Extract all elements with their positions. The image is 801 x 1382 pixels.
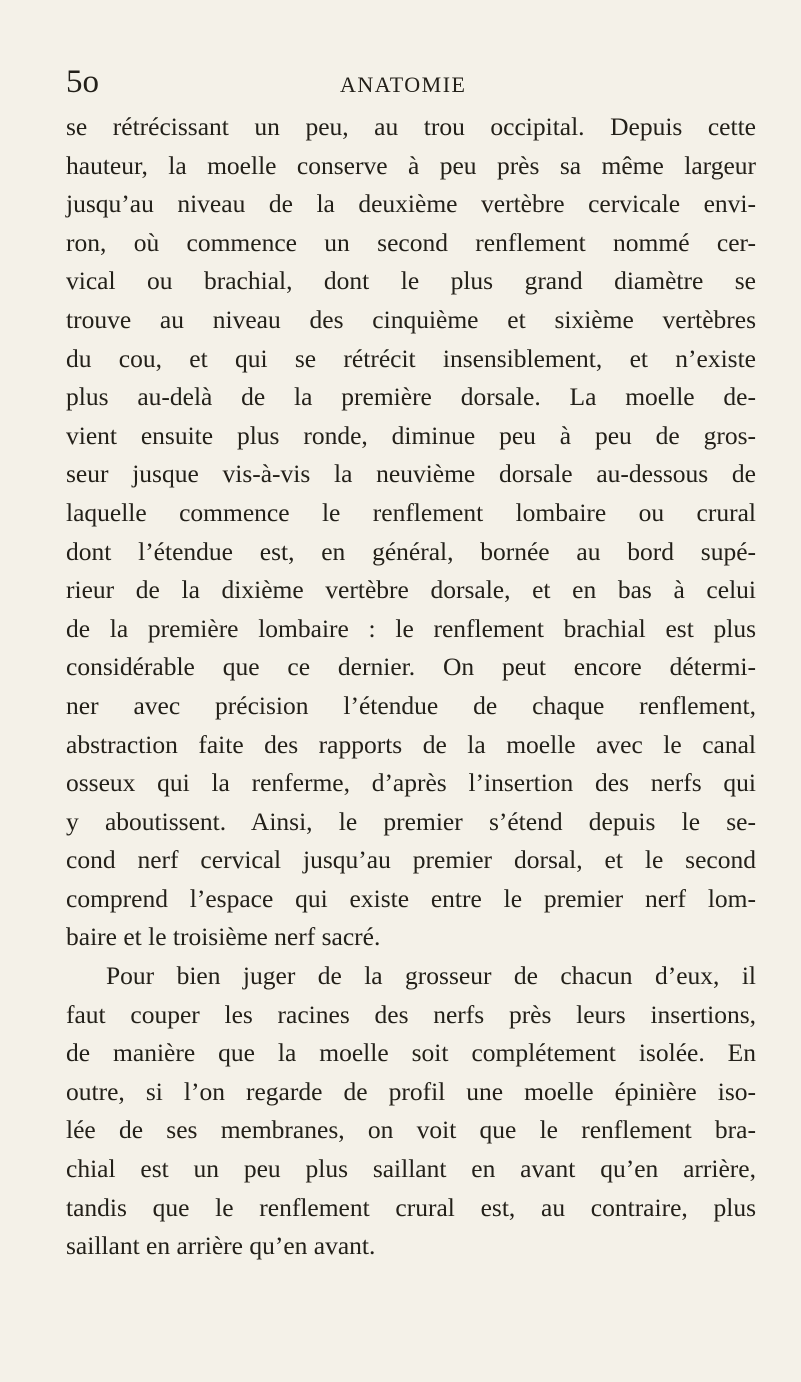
text-line: seur jusque vis-à-vis la neuvième dorsale au-dessous de (66, 459, 756, 489)
text-line: se rétrécissant un peu, au trou occipital. Depuis cette (66, 112, 756, 141)
text-line: considérable que ce dernier. On peut encore détermi- (66, 652, 756, 682)
text-line: baire et le troisième nerf sacré. (66, 922, 381, 952)
text-line: comprend l’espace qui existe entre le premier nerf lom- (66, 883, 756, 913)
text-line: vical ou brachial, dont le plus grand diamètre se (66, 266, 756, 296)
text-line: y aboutissent. Ainsi, le premier s’étend depuis le se- (66, 806, 756, 836)
text-line: Pour bien juger de la grosseur de chacun d’eux, il (106, 961, 756, 991)
text-line: abstraction faite des rapports de la moelle avec le canal (66, 729, 756, 759)
text-line: chial est un peu plus saillant en avant qu’en arrière, (66, 1154, 756, 1184)
text-line: de la première lombaire : le renflement brachial est plus (66, 613, 756, 643)
text-line: plus au-delà de la première dorsale. La moelle de- (66, 382, 756, 412)
text-line: hauteur, la moelle conserve à peu près sa même largeur (66, 150, 756, 180)
text-line: outre, si l’on regarde de profil une moelle épinière iso- (66, 1076, 756, 1106)
text-line: saillant en arrière qu’en avant. (66, 1231, 376, 1261)
text-line: tandis que le renflement crural est, au contraire, plus (66, 1192, 756, 1222)
paragraph-1 (66, 108, 756, 957)
paragraph-2 (66, 957, 756, 1266)
text-line: vient ensuite plus ronde, diminue peu à peu de gros- (66, 420, 756, 450)
text-line: ron, où commence un second renflement nommé cer- (66, 227, 756, 257)
text-line: faut couper les racines des nerfs près leurs insertions, (66, 999, 756, 1029)
page-header (0, 62, 801, 102)
body-text (66, 108, 756, 1266)
text-line: rieur de la dixième vertèbre dorsale, et en bas à celui (66, 575, 756, 605)
text-line: laquelle commence le renflement lombaire ou crural (66, 497, 756, 527)
text-line: du cou, et qui se rétrécit insensiblement, et n’existe (66, 343, 756, 373)
text-line: de manière que la moelle soit complétement isolée. En (66, 1038, 756, 1068)
running-head: ANATOMIE (340, 72, 467, 97)
text-line: dont l’étendue est, en général, bornée au bord supé- (66, 536, 756, 566)
text-line: cond nerf cervical jusqu’au premier dorsal, et le second (66, 845, 756, 875)
text-line: ner avec précision l’étendue de chaque renflement, (66, 690, 756, 720)
text-line: lée de ses membranes, on voit que le renflement bra- (66, 1115, 756, 1145)
page-number: 5o (66, 64, 99, 100)
text-line: jusqu’au niveau de la deuxième vertèbre cervicale envi- (66, 189, 756, 219)
text-line: osseux qui la renferme, d’après l’insertion des nerfs qui (66, 768, 756, 798)
text-line: trouve au niveau des cinquième et sixième vertèbres (66, 304, 756, 334)
